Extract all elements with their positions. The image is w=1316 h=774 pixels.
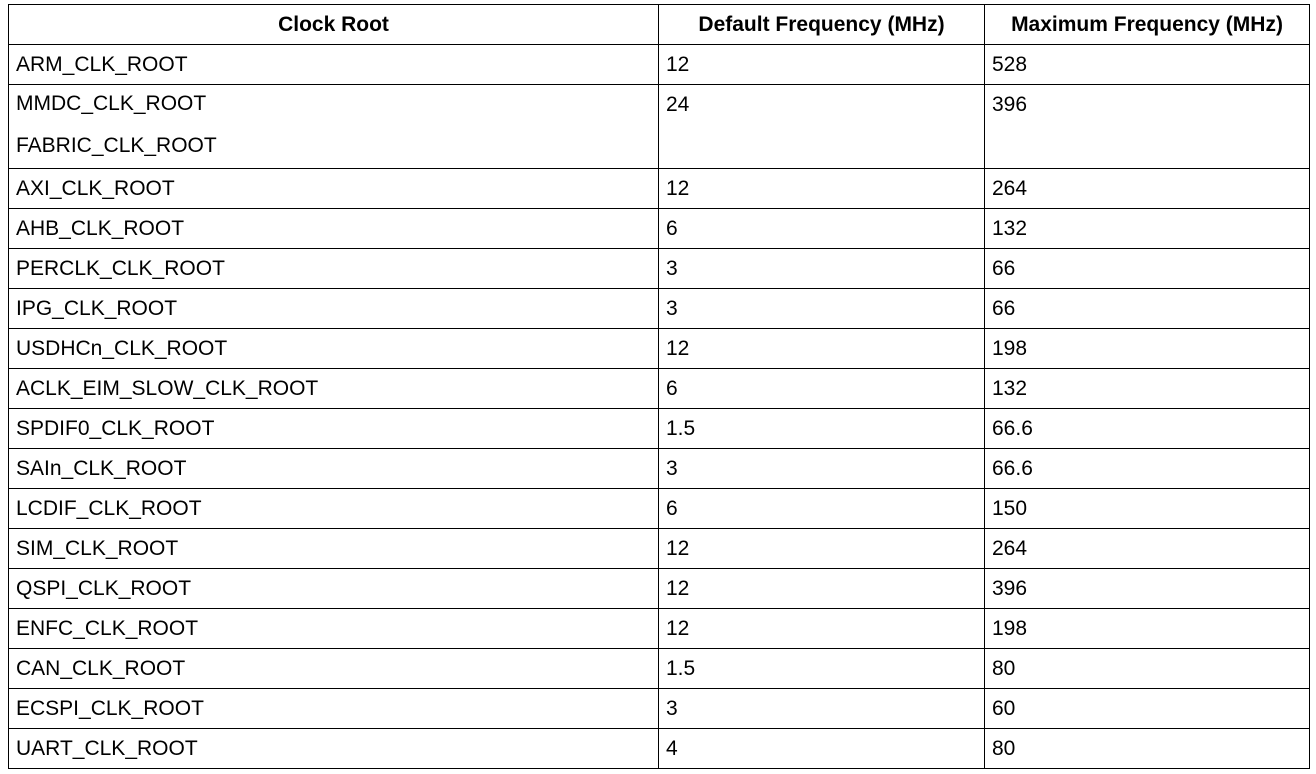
maximum-frequency-cell: 66.6 [985,449,1310,489]
maximum-frequency-cell: 80 [985,649,1310,689]
clock-root-name: QSPI_CLK_ROOT [16,576,192,600]
maximum-frequency-cell: 198 [985,609,1310,649]
table-row [9,289,1310,329]
table-row [9,85,1310,169]
clock-root-name: USDHCn_CLK_ROOT [16,336,228,360]
clock-root-cell [9,329,659,369]
table-row [9,369,1310,409]
clock-root-name: AXI_CLK_ROOT [16,176,175,200]
table-row [9,649,1310,689]
table-body [9,45,1310,769]
clock-root-cell [9,689,659,729]
table-row [9,449,1310,489]
maximum-frequency-cell: 264 [985,529,1310,569]
clock-root-name: ENFC_CLK_ROOT [16,616,199,640]
clock-root-cell [9,249,659,289]
clock-root-name: PERCLK_CLK_ROOT [16,256,225,280]
header-default-frequency: Default Frequency (MHz) [659,5,985,45]
clock-root-cell [9,369,659,409]
clock-root-name: SAIn_CLK_ROOT [16,456,187,480]
maximum-frequency-cell: 264 [985,169,1310,209]
table-header-row [9,5,1310,45]
default-frequency-cell: 6 [659,489,985,529]
default-frequency-cell: 12 [659,45,985,85]
maximum-frequency-cell: 66 [985,289,1310,329]
table-row [9,329,1310,369]
table-row [9,689,1310,729]
default-frequency-cell: 3 [659,449,985,489]
clock-root-name: IPG_CLK_ROOT [16,296,178,320]
maximum-frequency-cell: 198 [985,329,1310,369]
default-frequency-cell: 12 [659,569,985,609]
maximum-frequency-cell: 80 [985,729,1310,769]
clock-root-cell [9,45,659,85]
maximum-frequency-cell: 66.6 [985,409,1310,449]
maximum-frequency-cell: 396 [985,569,1310,609]
clock-root-cell [9,449,659,489]
default-frequency-cell: 3 [659,249,985,289]
table-row [9,609,1310,649]
default-frequency-cell: 4 [659,729,985,769]
clock-root-name: LCDIF_CLK_ROOT [16,496,202,520]
default-frequency-cell: 1.5 [659,649,985,689]
header-clock-root: Clock Root [9,5,659,45]
maximum-frequency-cell: 528 [985,45,1310,85]
default-frequency-cell: 12 [659,529,985,569]
default-frequency-cell: 6 [659,209,985,249]
clock-root-cell [9,409,659,449]
default-frequency-cell: 12 [659,329,985,369]
maximum-frequency-cell: 396 [985,85,1310,169]
table-row [9,45,1310,85]
maximum-frequency-cell: 150 [985,489,1310,529]
clock-root-name: CAN_CLK_ROOT [16,656,186,680]
clock-root-name: SPDIF0_CLK_ROOT [16,416,215,440]
default-frequency-cell: 1.5 [659,409,985,449]
clock-root-name: AHB_CLK_ROOT [16,216,185,240]
clock-root-cell [9,209,659,249]
default-frequency-cell: 12 [659,169,985,209]
table-row [9,409,1310,449]
header-maximum-frequency: Maximum Frequency (MHz) [985,5,1310,45]
clock-root-table [8,4,1310,769]
maximum-frequency-cell: 132 [985,369,1310,409]
clock-root-name: ACLK_EIM_SLOW_CLK_ROOT [16,376,319,400]
clock-root-cell [9,729,659,769]
default-frequency-cell: 3 [659,289,985,329]
table-row [9,489,1310,529]
clock-root-name: UART_CLK_ROOT [16,736,198,760]
clock-root-cell [9,569,659,609]
default-frequency-cell: 3 [659,689,985,729]
clock-root-name: ECSPI_CLK_ROOT [16,696,204,720]
default-frequency-cell: 24 [659,85,985,169]
clock-root-name: ARM_CLK_ROOT [16,52,188,76]
clock-root-cell [9,85,659,169]
clock-root-name: SIM_CLK_ROOT [16,536,179,560]
maximum-frequency-cell: 132 [985,209,1310,249]
clock-root-cell [9,609,659,649]
clock-root-name: MMDC_CLK_ROOT [16,92,207,115]
table-row [9,209,1310,249]
maximum-frequency-cell: 60 [985,689,1310,729]
table-row [9,729,1310,769]
clock-root-cell [9,289,659,329]
table-row [9,169,1310,209]
clock-root-cell [9,649,659,689]
clock-root-cell [9,169,659,209]
table-row [9,249,1310,289]
clock-root-name: FABRIC_CLK_ROOT [16,134,217,157]
default-frequency-cell: 6 [659,369,985,409]
default-frequency-cell: 12 [659,609,985,649]
maximum-frequency-cell: 66 [985,249,1310,289]
table-row [9,569,1310,609]
clock-root-cell [9,489,659,529]
table-row [9,529,1310,569]
clock-root-cell [9,529,659,569]
